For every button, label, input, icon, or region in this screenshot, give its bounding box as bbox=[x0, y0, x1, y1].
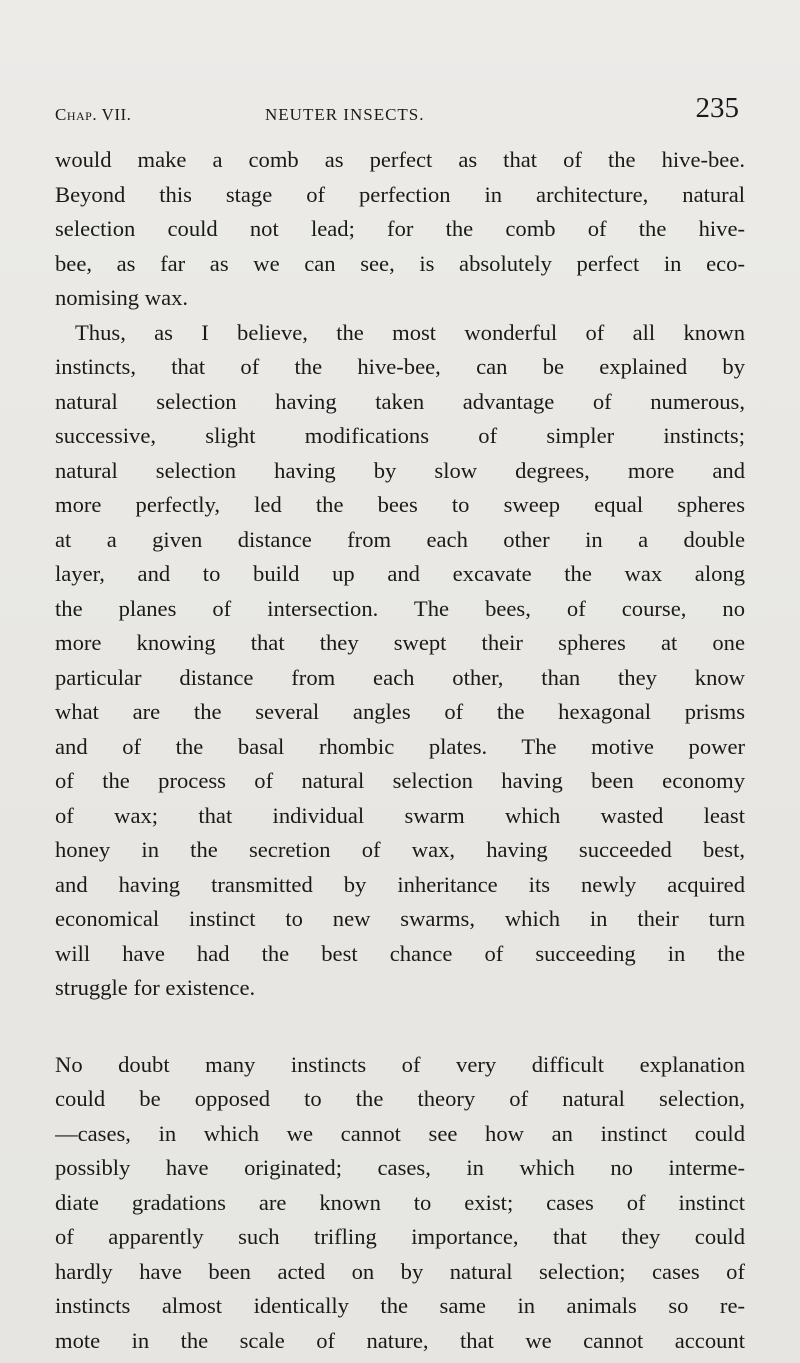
paragraph bbox=[55, 316, 745, 1006]
running-head bbox=[55, 92, 745, 132]
body-text bbox=[55, 143, 745, 1358]
paragraph bbox=[55, 143, 745, 316]
chapter-label: Chap. VII. bbox=[55, 105, 132, 124]
text-line: of wax; that individual swarm which wasted least bbox=[55, 802, 745, 828]
text-line: at a given distance from each other in a double bbox=[55, 526, 745, 552]
text-line: instincts, that of the hive-bee, can be explained by bbox=[55, 354, 745, 379]
text-line: more knowing that they swept their spheres at one bbox=[55, 630, 745, 655]
text-line: economical instinct to new swarms, which in their turn bbox=[55, 906, 745, 931]
text-line: Beyond this stage of perfection in architecture, natural bbox=[55, 181, 745, 207]
text-line: could be opposed to the theory of natural selection, bbox=[55, 1086, 745, 1111]
text-line: instincts almost identically the same in animals so re- bbox=[55, 1293, 745, 1318]
text-line: diate gradations are known to exist; cases of instinct bbox=[55, 1189, 745, 1215]
text-line: what are the several angles of the hexagonal prisms bbox=[55, 699, 745, 724]
text-line: will have had the best chance of succeeding in the bbox=[55, 940, 745, 966]
text-line: —cases, in which we cannot see how an instinct could bbox=[55, 1120, 745, 1146]
text-line: layer, and to build up and excavate the wax along bbox=[55, 561, 745, 586]
text-line: Thus, as I believe, the most wonderful of all known bbox=[75, 319, 745, 345]
text-line: possibly have originated; cases, in which no interme- bbox=[55, 1155, 745, 1180]
text-line: mote in the scale of nature, that we cannot account bbox=[55, 1327, 745, 1353]
text-line: struggle for existence. bbox=[55, 975, 256, 1000]
text-line: particular distance from each other, than they know bbox=[55, 664, 745, 690]
text-line: of the process of natural selection having been economy bbox=[55, 768, 745, 793]
paragraph bbox=[55, 1048, 745, 1359]
text-line: natural selection having taken advantage of numerous, bbox=[55, 388, 745, 414]
text-line: would make a comb as perfect as that of the hive-bee. bbox=[55, 147, 745, 172]
text-line: natural selection having by slow degrees, more and bbox=[55, 457, 745, 483]
text-line: successive, slight modifications of simpler instincts; bbox=[55, 423, 745, 448]
section-title: NEUTER INSECTS. bbox=[265, 105, 425, 124]
text-line: bee, as far as we can see, is absolutely perfect in eco- bbox=[55, 250, 745, 276]
text-line: and of the basal rhombic plates. The motive power bbox=[55, 733, 745, 759]
text-line: more perfectly, led the bees to sweep equal spheres bbox=[55, 492, 745, 517]
text-line: and having transmitted by inheritance its newly acquired bbox=[55, 871, 745, 897]
text-line: honey in the secretion of wax, having succeeded best, bbox=[55, 837, 745, 862]
text-line: hardly have been acted on by natural selection; cases of bbox=[55, 1258, 745, 1284]
text-line: No doubt many instincts of very difficult explanation bbox=[55, 1051, 745, 1077]
text-line: of apparently such trifling importance, that they could bbox=[55, 1224, 745, 1249]
text-line: selection could not lead; for the comb of the hive- bbox=[55, 216, 745, 241]
paragraph-gap bbox=[55, 1006, 745, 1048]
page-number: 235 bbox=[695, 92, 739, 124]
text-line: nomising wax. bbox=[55, 285, 189, 310]
text-line: the planes of intersection. The bees, of course, no bbox=[55, 595, 745, 621]
